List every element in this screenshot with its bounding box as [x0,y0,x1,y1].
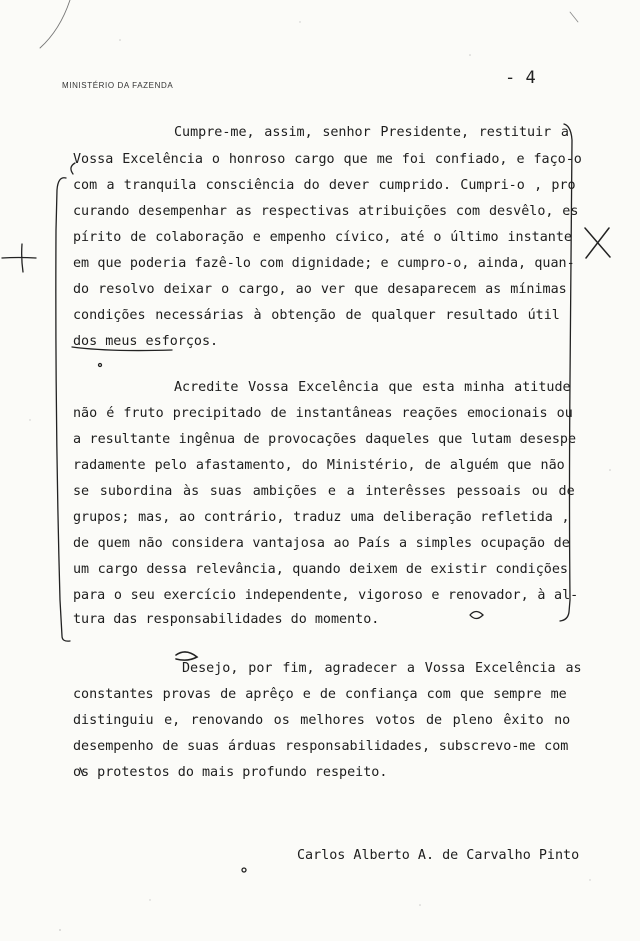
text-line: curando desempenhar as respectivas atribuições com desvêlo, es [73,204,579,219]
text-line: do resolvo deixar o cargo, ao ver que desaparecem as mínimas [73,282,567,297]
text-line: constantes provas de aprêço e de confiança com que sempre me [73,687,567,702]
text-line: radamente pelo afastamento, do Ministério, de alguém que não [73,458,565,473]
text-line: com a tranquila consciência do dever cumprido. Cumpri-o , pro [73,178,576,193]
text-line: Desejo, por fim, agradecer a Vossa Excelência as [182,661,582,676]
page-number: - 4 [505,68,536,88]
text-line: Vossa Excelência o honroso cargo que me foi confiado, e faço-o [73,152,582,167]
signature-name: Carlos Alberto A. de Carvalho Pinto [297,848,580,863]
margin-cross-icon [2,244,36,272]
text-line: de quem não considera vantajosa ao País a simples ocupação de [73,536,570,551]
ministry-header: MINISTÉRIO DA FAZENDA [62,81,174,90]
text-line: grupos; mas, ao contrário, traduz uma deliberação refletida , [73,510,570,525]
text-line: distinguiu e, renovando os melhores votos de pleno êxito no [73,713,571,728]
text-line: em que poderia fazê-lo com dignidade; e cumpro-o, ainda, quan- [73,256,575,271]
margin-bracket-icon [56,178,70,641]
text-line: Cumpre-me, assim, senhor Presidente, restituir a [174,125,569,140]
text-line: para o seu exercício independente, vigoroso e renovador, à al- [73,588,579,603]
text-line: se subordina às suas ambições e a interêsses pessoais ou de [73,484,575,499]
text-line: pírito de colaboração e empenho cívico, até o último instante [73,230,572,245]
text-line: os protestos do mais profundo respeito. [73,765,388,780]
text-line: desempenho de suas árduas responsabilidades, subscrevo-me com [73,739,569,754]
text-line: não é fruto precipitado de instantâneas reações emocionais ou [73,406,573,421]
text-line: tura das responsabilidades do momento. [73,612,380,627]
text-line: condições necessárias à obtenção de qualquer resultado útil [73,308,560,323]
margin-x-icon [585,228,610,258]
text-line: dos meus esforços. [73,334,219,349]
text-line: Acredite Vossa Excelência que esta minha atitude [174,380,571,395]
text-line: a resultante ingênua de provocações daqueles que lutam desespe [73,432,577,447]
text-line: um cargo dessa relevância, quando deixem de existir condições [73,562,568,577]
